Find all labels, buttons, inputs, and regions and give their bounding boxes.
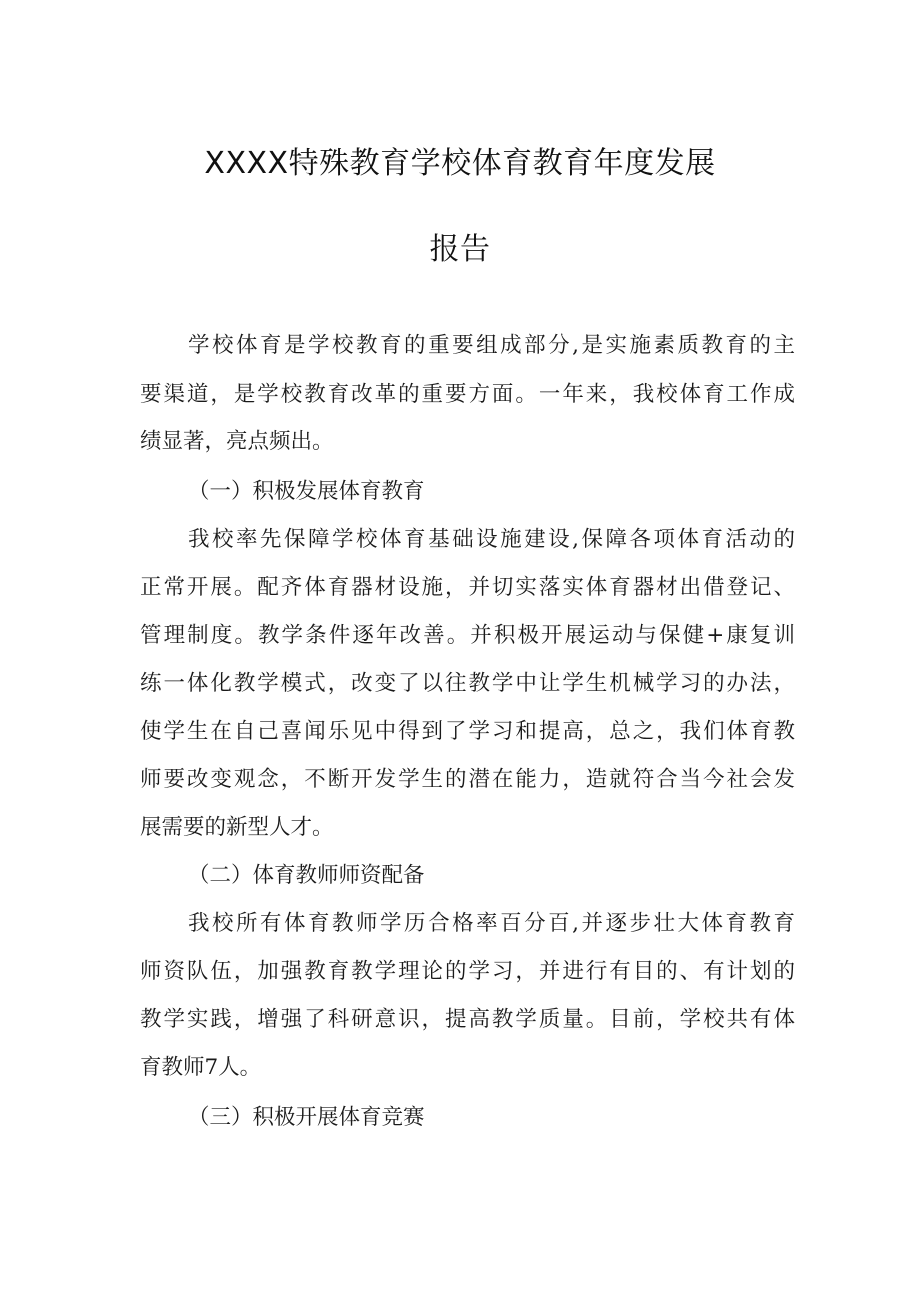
intro-line-3: 绩显著，亮点频出。 [140,429,334,454]
document-title-line-1: XXXX特殊教育学校体育教育年度发展 [204,146,716,181]
intro-line-2: 要渠道，是学校教育改革的重要方面。一年来，我校体育工作成 [140,382,795,407]
section-1-line-7: 展需要的新型人才。 [140,815,334,840]
section-1-line-1: 我校率先保障学校体育基础设施建设,保障各项体育活动的 [188,527,795,552]
section-2-line-3: 教学实践，增强了科研意识，提高教学质量。目前，学校共有体 [140,1007,795,1032]
section-1-line-4: 练一体化教学模式，改变了以往教学中让学生机械学习的办法， [140,671,795,696]
section-1-line-6: 师要改变观念，不断开发学生的潜在能力，造就符合当今社会发 [140,767,795,792]
section-3-heading: （三）积极开展体育竞赛 [188,1105,425,1130]
section-1-line-3: 管理制度。教学条件逐年改善。并积极开展运动与保健+康复训 [140,623,795,648]
section-2-heading: （二）体育教师师资配备 [188,863,425,888]
section-1-line-2: 正常开展。配齐体育器材设施，并切实落实体育器材出借登记、 [140,575,795,600]
section-1-line-5: 使学生在自己喜闻乐见中得到了学习和提高，总之，我们体育教 [140,719,795,744]
section-2-line-1: 我校所有体育教师学历合格率百分百,并逐步壮大体育教育 [188,911,795,936]
document-title-line-2: 报告 [429,232,491,267]
section-1-heading: （一）积极发展体育教育 [188,479,425,504]
intro-line-1: 学校体育是学校教育的重要组成部分,是实施素质教育的主 [188,333,795,358]
section-2-line-4: 育教师7人。 [140,1055,262,1080]
section-2-line-2: 师资队伍，加强教育教学理论的学习，并进行有目的、有计划的 [140,959,795,984]
